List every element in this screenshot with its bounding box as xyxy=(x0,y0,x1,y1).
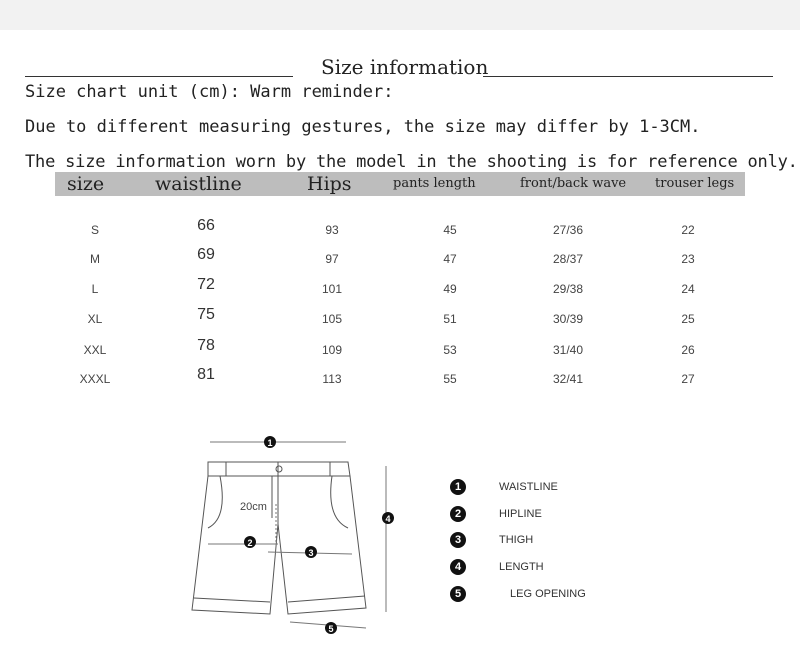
table-cell-hips: 93 xyxy=(325,223,339,237)
right-pocket-outline xyxy=(331,476,348,528)
marker-3-label: 3 xyxy=(308,548,314,558)
table-cell-size: XXL xyxy=(83,343,107,357)
table-cell-trouser-legs: 26 xyxy=(681,343,695,357)
title-rule-right xyxy=(483,76,773,77)
table-cell-pants-length: 53 xyxy=(443,343,457,357)
table-cell-trouser-legs: 25 xyxy=(681,312,695,326)
table-cell-pants-length: 47 xyxy=(443,252,457,266)
table-cell-front-back-wave: 30/39 xyxy=(552,312,584,326)
table-cell-waistline: 78 xyxy=(197,337,215,354)
table-cell-front-back-wave: 27/36 xyxy=(552,223,584,237)
fly-outline xyxy=(272,476,278,524)
table-cell-front-back-wave: 32/41 xyxy=(552,372,584,386)
table-cell-size: M xyxy=(90,252,100,266)
legend-label-thigh: THIGH xyxy=(499,534,534,546)
column-header-trouser-legs: trouser legs xyxy=(655,176,735,191)
column-header-waistline: waistline xyxy=(155,173,242,195)
table-cell-waistline: 66 xyxy=(197,217,215,234)
table-cell-pants-length: 51 xyxy=(443,312,457,326)
table-cell-waistline: 69 xyxy=(197,246,215,263)
note-line: Due to different measuring gestures, the size may differ by 1-3CM. xyxy=(25,117,701,137)
table-cell-pants-length: 49 xyxy=(443,282,457,296)
legend-label-waistline: WAISTLINE xyxy=(499,481,558,493)
page-title: Size information xyxy=(321,55,489,79)
shorts-outline xyxy=(192,476,366,614)
shorts-diagram xyxy=(180,428,430,643)
table-cell-hips: 113 xyxy=(322,372,342,386)
marker-5-label: 5 xyxy=(328,624,334,634)
table-cell-pants-length: 45 xyxy=(443,223,457,237)
table-cell-waistline: 72 xyxy=(197,276,215,293)
column-header-front-back-wave: front/back wave xyxy=(520,176,627,191)
top-band xyxy=(0,0,800,30)
legend-label-length: LENGTH xyxy=(499,561,544,573)
column-header-pants-length: pants length xyxy=(393,176,476,191)
table-cell-pants-length: 55 xyxy=(443,372,457,386)
table-cell-trouser-legs: 23 xyxy=(681,252,695,266)
table-cell-hips: 101 xyxy=(321,282,343,296)
waist-button xyxy=(276,466,282,472)
table-cell-waistline: 81 xyxy=(197,366,215,383)
left-pocket-outline xyxy=(208,476,222,528)
table-cell-trouser-legs: 27 xyxy=(681,372,695,386)
table-cell-size: XL xyxy=(87,312,103,326)
table-cell-front-back-wave: 28/37 xyxy=(552,252,584,266)
belt-loops xyxy=(226,462,330,476)
legend-number-2-icon: 2 xyxy=(450,506,466,522)
marker-4-label: 4 xyxy=(385,514,391,524)
table-cell-hips: 105 xyxy=(321,312,343,326)
title-rule-left xyxy=(25,76,293,77)
legend-number-3-icon: 3 xyxy=(450,532,466,548)
rise-measure-label: 20cm xyxy=(240,501,267,513)
reference-line: The size information worn by the model in the shooting is for reference only. xyxy=(25,152,798,172)
table-cell-front-back-wave: 31/40 xyxy=(552,343,584,357)
legend-label-leg-opening: LEG OPENING xyxy=(510,588,586,600)
waistband-outline xyxy=(208,462,350,476)
table-cell-hips: 97 xyxy=(325,252,339,266)
diagram-markers xyxy=(244,436,394,634)
legend-number-4-icon: 4 xyxy=(450,559,466,575)
hem-outline xyxy=(194,596,365,602)
column-header-size: size xyxy=(67,173,105,195)
legend-number-1-icon: 1 xyxy=(450,479,466,495)
legend-number-5-icon: 5 xyxy=(450,586,466,602)
marker-1-label: 1 xyxy=(267,438,273,448)
legend-label-hipline: HIPLINE xyxy=(499,508,542,520)
column-header-hips: Hips xyxy=(307,173,352,195)
table-cell-size: L xyxy=(91,282,99,296)
title-row xyxy=(25,56,773,78)
table-cell-hips: 109 xyxy=(321,343,343,357)
table-cell-front-back-wave: 29/38 xyxy=(552,282,584,296)
marker-2-label: 2 xyxy=(247,538,253,548)
table-cell-waistline: 75 xyxy=(197,306,215,323)
unit-line: Size chart unit (cm): Warm reminder: xyxy=(25,82,394,102)
table-cell-trouser-legs: 24 xyxy=(681,282,695,296)
table-cell-size: XXXL xyxy=(79,372,111,386)
table-cell-trouser-legs: 22 xyxy=(681,223,695,237)
table-cell-size: S xyxy=(90,223,99,237)
